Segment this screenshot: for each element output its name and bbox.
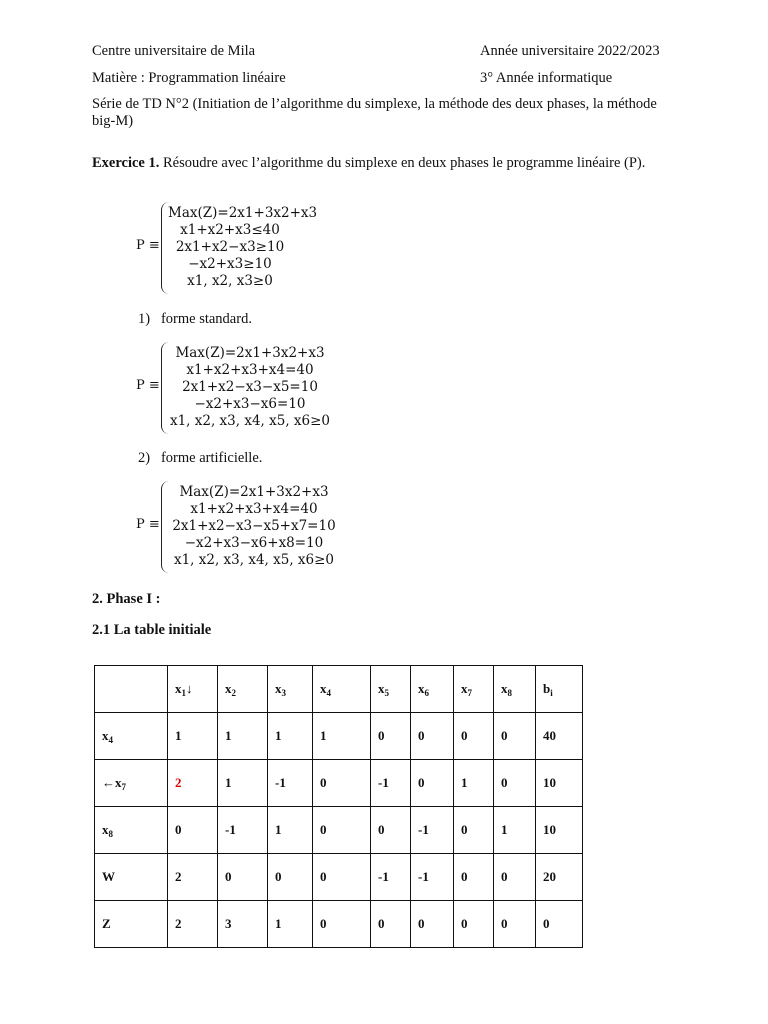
program-label: P ≡ [136, 378, 160, 393]
table-cell: 0 [168, 807, 218, 854]
series-title: Série de TD N°2 (Initiation de l’algorithme du simplexe, la méthode des deux phases, la méthode big-M) [92, 96, 657, 129]
table-cell: 0 [536, 901, 583, 948]
table-header-cell: $b_i$ [536, 666, 583, 713]
table-cell: 0 [268, 854, 313, 901]
table-cell: 2 [168, 901, 218, 948]
program-label: P ≡ [136, 238, 160, 253]
academic-year: Année universitaire 2022/2023 [480, 43, 660, 59]
table-row [95, 854, 583, 901]
table-cell: 0 [494, 760, 536, 807]
program-constraint: x1+x2+x3≤40 [180, 222, 280, 238]
table-cell: 2 [168, 854, 218, 901]
table-row [95, 760, 583, 807]
program-system [136, 200, 376, 296]
table-header-cell: $x_5$ [371, 666, 411, 713]
phase-title-text: 2. Phase I : [92, 591, 161, 607]
standard-form-title: 1) forme standard. [138, 311, 252, 327]
table-cell: 0 [411, 760, 454, 807]
table-cell: 0 [411, 713, 454, 760]
program-constraint: −x2+x3≥10 [188, 256, 272, 272]
artificial-constraint: −x2+x3−x6+x8=10 [184, 535, 324, 551]
pivot-cell: 2 [168, 760, 218, 807]
table-cell: 0 [218, 854, 268, 901]
table-cell: 0 [454, 854, 494, 901]
table-cell: 1 [494, 807, 536, 854]
basis-variable-cell: W [95, 854, 168, 901]
table-header-cell: $x_6$ [411, 666, 454, 713]
program-nonnegativity: x1, x2, x3≥0 [187, 273, 273, 289]
table-cell: 0 [371, 713, 411, 760]
program-objective: Max(Z)=2x1+3x2+x3 [168, 205, 318, 221]
basis-variable-cell: $x_8$ [95, 807, 168, 854]
table-cell: 0 [454, 713, 494, 760]
table-cell: 40 [536, 713, 583, 760]
basis-variable-cell: $x_4$ [95, 713, 168, 760]
standard-constraint: −x2+x3−x6=10 [194, 396, 306, 412]
table-header-cell: $x_8$ [494, 666, 536, 713]
table-cell: 3 [218, 901, 268, 948]
table-cell: 0 [454, 807, 494, 854]
standard-constraint: 2x1+x2−x3−x5=10 [182, 379, 318, 395]
standard-objective: Max(Z)=2x1+3x2+x3 [175, 345, 325, 361]
table-cell: 1 [454, 760, 494, 807]
table-cell: 0 [313, 854, 371, 901]
table-cell: -1 [268, 760, 313, 807]
exercise-statement [92, 154, 677, 172]
table-cell: 1 [268, 901, 313, 948]
program-label: P ≡ [136, 517, 160, 532]
table-cell: 0 [371, 901, 411, 948]
table-cell: 1 [313, 713, 371, 760]
artificial-constraint: x1+x2+x3+x4=40 [190, 501, 318, 517]
artificial-form-system [136, 479, 376, 575]
table-cell: -1 [218, 807, 268, 854]
artificial-nonnegativity: x1, x2, x3, x4, x5, x6≥0 [173, 552, 335, 568]
table-cell: -1 [371, 854, 411, 901]
artificial-objective: Max(Z)=2x1+3x2+x3 [179, 484, 329, 500]
phase-title [92, 591, 160, 608]
table-cell: 1 [268, 807, 313, 854]
table-title: 2.1 La table initiale [92, 622, 212, 638]
table-header-cell: $x_1↓$ [168, 666, 218, 713]
table-header-row [95, 666, 583, 713]
exercise-label: Exercice 1. [92, 155, 160, 171]
exercise-text: Résoudre avec l’algorithme du simplexe en deux phases le programme linéaire (P). [159, 155, 646, 171]
table-header-cell: $x_7$ [454, 666, 494, 713]
table-header-cell: $x_2$ [218, 666, 268, 713]
subject: Matière : Programmation linéaire [92, 70, 286, 86]
table-row [95, 901, 583, 948]
table-cell: 0 [313, 901, 371, 948]
table-cell: 0 [371, 807, 411, 854]
simplex-initial-table [94, 665, 583, 948]
institution-name: Centre universitaire de Mila [92, 43, 256, 59]
standard-nonnegativity: x1, x2, x3, x4, x5, x6≥0 [169, 413, 331, 429]
table-cell: 0 [454, 901, 494, 948]
standard-form-system [136, 340, 376, 436]
table-cell: -1 [371, 760, 411, 807]
table-cell: 10 [536, 760, 583, 807]
table-row [95, 807, 583, 854]
artificial-form-title: 2) forme artificielle. [138, 450, 263, 466]
artificial-constraint: 2x1+x2−x3−x5+x7=10 [172, 518, 336, 534]
table-cell: 1 [168, 713, 218, 760]
table-row [95, 713, 583, 760]
standard-constraint: x1+x2+x3+x4=40 [186, 362, 314, 378]
table-cell: 10 [536, 807, 583, 854]
table-header-cell [95, 666, 168, 713]
table-cell: 0 [313, 760, 371, 807]
table-cell: 0 [494, 901, 536, 948]
program-constraint: 2x1+x2−x3≥10 [175, 239, 285, 255]
table-cell: 1 [218, 760, 268, 807]
table-header-cell: $x_3$ [268, 666, 313, 713]
basis-variable-cell: $\leftarrow x_7$ [95, 760, 168, 807]
table-header-cell: $x_4$ [313, 666, 371, 713]
table-cell: -1 [411, 807, 454, 854]
table-cell: 0 [494, 854, 536, 901]
table-cell: 20 [536, 854, 583, 901]
table-cell: 0 [313, 807, 371, 854]
student-level: 3° Année informatique [480, 70, 613, 86]
table-cell: 1 [218, 713, 268, 760]
table-cell: 0 [494, 713, 536, 760]
basis-variable-cell: Z [95, 901, 168, 948]
table-cell: 1 [268, 713, 313, 760]
table-cell: 0 [411, 901, 454, 948]
table-cell: -1 [411, 854, 454, 901]
